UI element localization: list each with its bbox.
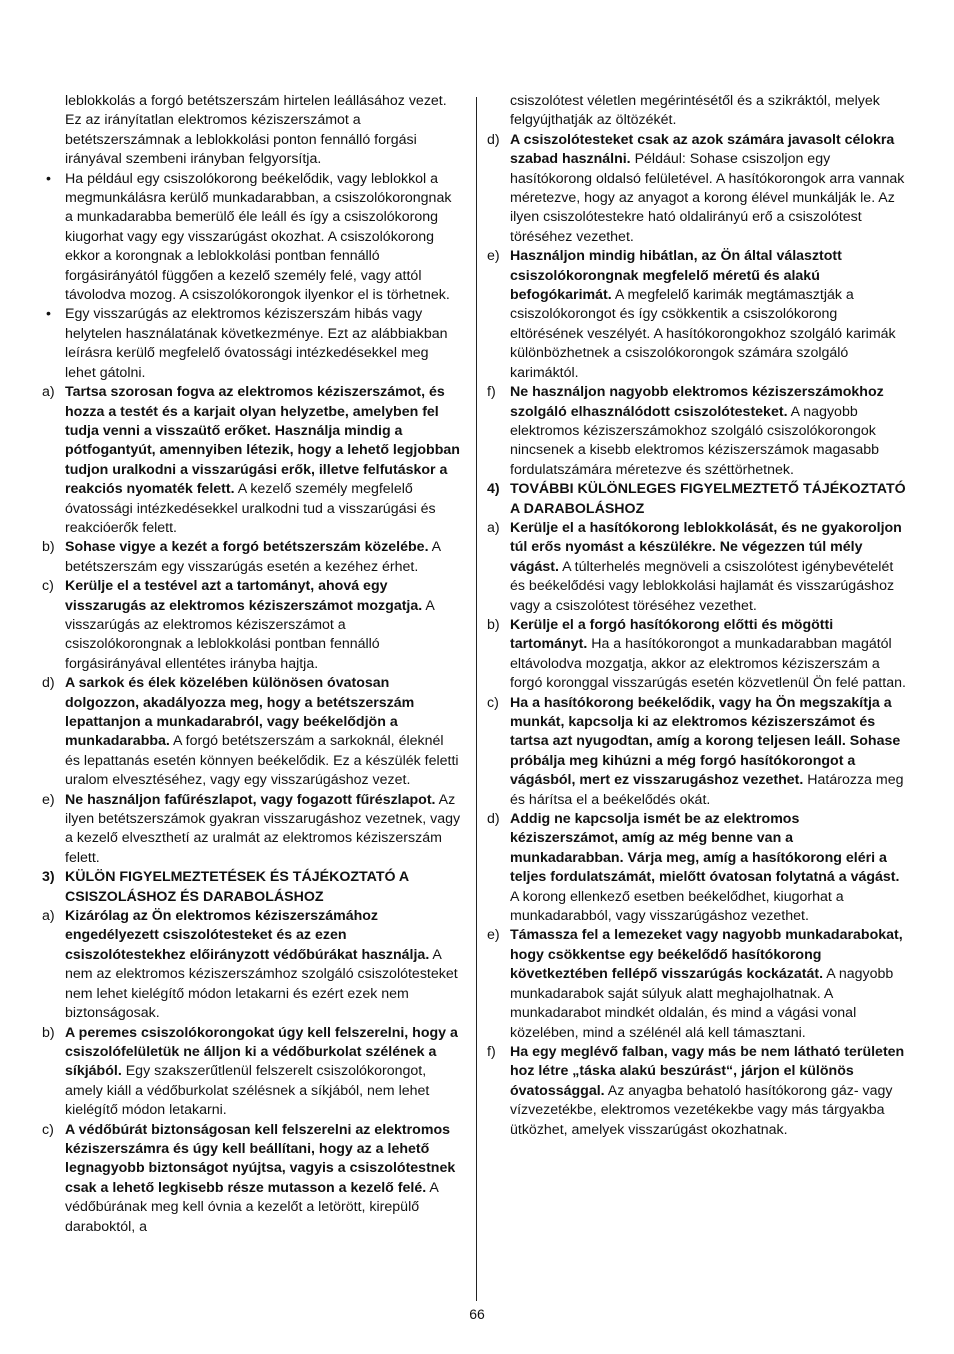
column-divider — [476, 97, 477, 1301]
item-marker: e) — [487, 248, 500, 265]
item-bold-text: A csiszolótesteket csak az azok számára javasolt célokra szabad használni. — [510, 131, 895, 168]
item-marker: c) — [42, 1121, 54, 1138]
item-marker: a) — [42, 384, 55, 401]
bullet-marker: • — [46, 306, 51, 323]
item-text: A nagyobb munkadarabok saját súlyuk alatt meghajolhatnak. A munkadarabot mindkét oldalán, és mind a vágási vonal közelében, mind a szélénél alá kell támasztani. — [510, 966, 894, 1041]
section-title: KÜLÖN FIGYELMEZTETÉSEK ÉS TÁJÉKOZTATÓ A CSISZOLÁSHOZ ÉS DARABOLÁSHOZ — [65, 869, 409, 905]
item-bold-text: Ha egy meglévő falban, vagy más be nem látható területen hoz létre „táska alakú beszúrást“, járjon el különös óvatossággal. — [510, 1043, 905, 1099]
item-bold-text: Kerülje el a testével azt a tartományt, ahová egy visszarugás az elektromos kéziszerszámot mozgatja. — [65, 578, 423, 614]
item-bold-text: Ne használjon nagyobb elektromos kéziszerszámokhoz szolgáló elhasználódott csiszolótesteket. — [510, 384, 884, 420]
bullet-text: Ha például egy csiszolókorong beékelődik, vagy leblokkol a megmunkálásra kerülő munkadarabban, a csiszolókorongnak a munkadarabba bemerülő éle leáll és így a csiszolókorong kiugorhat vagy egy visszarúgást okozhat. A csiszolókorong ekkor a korongnak a leblokkolási pontban fennálló forgásirányától függően a kezelő személy felé, vagy attól távolodva mozog. A csiszolókorongok ilyenkor el is törhetnek. — [65, 170, 452, 304]
continuation-paragraph: csiszolótest véletlen megérintésétől és a szikráktól, melyek felgyújthatják az öltözékét. — [510, 93, 880, 129]
bullet-text: Egy visszarúgás az elektromos kéziszerszám hibás vagy helytelen használatának következménye. Ezt az alábbiakban leírásra kerülő megfelelő óvatossági intézkedésekkel meg lehet gátolni. — [65, 306, 448, 381]
item-marker: f) — [487, 1043, 496, 1060]
item-marker: a) — [42, 908, 55, 925]
item-text: Az anyagba behatoló hasítókorong gáz- vagy vízvezetékbe, elektromos vezetékekbe vagy más tárgyakba ütközhet, amelyek visszarúgást okozhatnak. — [510, 1082, 893, 1138]
item-marker: d) — [487, 131, 500, 148]
item-text: A nagyobb elektromos kéziszerszámokhoz szolgáló csiszolókorongok nincsenek a kisebb elektromos kéziszerszámok magasabb fordulatszámára méretezve és széttörhetnek. — [510, 403, 880, 478]
bullet-item — [42, 170, 462, 306]
item-text: A korong ellenkező esetben beékelődhet, kiugorhat a munkadarabból, vagy visszarúgáshoz vezethet. — [510, 888, 844, 925]
item-bold-text: Addig ne kapcsolja ismét be az elektromos kéziszerszámot, amíg az még benne van a munkadarabban. Várja meg, amíg a hasítókorong eléri a teljes fordulatszámát, mielőtt óvatosan folytatná a vágást. — [510, 811, 900, 886]
item-marker: c) — [487, 694, 499, 711]
left-column — [42, 92, 462, 1237]
item-bold-text: Kerülje el a hasítókorong leblokkolását, és ne gyakoroljon túl erős nyomást a készülékre. Ne végezzen túl mély vágást. — [510, 519, 902, 575]
item-text: A túlterhelés megnöveli a csiszolótest igénybevételét és beékelődési vagy leblokkolási hajlamát és visszarúgáshoz vagy a csiszolótest töréséhez vezethet. — [510, 558, 895, 614]
item-bold-text: A védőbúrát biztonságosan kell felszerelni az elektromos kéziszerszámra és úgy kell beállítani, hogy az a lehető legnagyobb biztonságot nyújtsa, vagyis a csiszolótestnek csak a lehető legkisebb része mutasson a kezelő felé. — [65, 1121, 456, 1196]
item-bold-text: Tartsa szorosan fogva az elektromos kéziszerszámot, és hozza a testét és a karjait olyan helyzetbe, amelyben fel tudja venni a visszaütő erőket. Használja mindig a pótfogantyút, amennyiben létezik, hogy a lehető legjobban tudjon uralkodni a visszarúgási erők, illetve felfutáskor a reakciós nyomaték felett. — [65, 384, 460, 498]
item-marker: d) — [42, 675, 55, 692]
list-item — [487, 519, 909, 616]
right-column — [487, 92, 909, 1140]
section-heading — [42, 868, 462, 907]
item-text: Ha a hasítókorongot a munkadarabban magától eltávolodva mozgatja, akkor az elektromos kéziszerszám a forgó koronggal visszarúgás esetén közvetlenül Ön felé pattan. — [510, 636, 906, 692]
section-number: 3) — [42, 869, 55, 886]
item-text: A nem az elektromos kéziszerszámhoz szolgáló csiszolótesteket nem lehet kielégítő módon letakarni és ezért ezek nem biztonságosak. — [65, 946, 458, 1022]
item-marker: b) — [487, 616, 500, 633]
item-text: A védőbúrának meg kell óvnia a kezelőt a letörött, kirepülő daraboktól, a — [65, 1179, 439, 1235]
item-marker: e) — [42, 791, 55, 808]
section-number: 4) — [487, 481, 500, 498]
item-text: Egy szakszerűtlenül felszerelt csiszolókorongot, amely kiáll a védőburkolat szélésnek a síkjából, nem lehet kielégítő módon letakarni. — [65, 1063, 430, 1119]
item-text: Például: Sohase csiszoljon egy hasítókorong oldalsó felületével. A hasítókorongok arra vannak méretezve, hogy az anyagot a korong élével munkálják le. Az ilyen csiszolótestekre ható oldalirányú erő a csiszolótest töréséhez vezethet. — [510, 151, 905, 245]
item-bold-text: A sarkok és élek közelében különösen óvatosan dolgozzon, akadályozza meg, hogy a betétszerszám lepattanjon a munkadarabról, vagy beékelődjön a munkadarabba. — [65, 675, 415, 750]
item-bold-text: Kizárólag az Ön elektromos kéziszerszámához engedélyezett csiszolótesteket és az ezen csiszolótestekhez előirányzott védőbúrákat használja. — [65, 908, 430, 963]
list-item — [42, 577, 462, 674]
item-marker: c) — [42, 578, 54, 595]
item-bold-text: Ne használjon fafűrészlapot, vagy fogazott fűrészlapot. — [65, 791, 436, 808]
item-text: Az ilyen betétszerszámok gyakran visszarugáshoz vezetnek, vagy a kezelő elveszthetí az uralmát az elektromos kéziszerszám felett. — [65, 791, 461, 866]
list-item — [42, 1024, 462, 1121]
item-bold-text: Használjon mindig hibátlan, az Ön által választott csiszolókorongnak megfelelő méretű és alakú befogókarimát. — [510, 248, 842, 304]
item-text: A visszarúgás az elektromos kéziszerszámot a csiszolókorongnak a leblokkolási pontban fennálló forgásirányával ellentétes irányba hajtja. — [65, 597, 435, 672]
list-item — [487, 247, 909, 383]
item-text: Határozza meg és hárítsa el a beékelődés okát. — [510, 772, 904, 808]
list-item — [487, 694, 909, 810]
list-item — [487, 926, 909, 1042]
item-marker: a) — [487, 519, 500, 536]
list-item — [42, 907, 462, 1023]
list-item — [42, 791, 462, 869]
item-text: A megfelelő karimák megtámasztják a csiszolókorongot és így csökkentik a csiszolókorong eltörésének veszélyét. A hasítókorongokhoz szolgáló karimák különbözhetnek a csiszolókorongok számára szolgáló karimáktól. — [510, 287, 896, 381]
item-bold-text: Sohase vigye a kezét a forgó betétszerszám közelébe. — [65, 539, 429, 556]
section-heading — [487, 480, 909, 519]
list-item — [487, 616, 909, 694]
page-number: 66 — [469, 1306, 485, 1322]
list-item — [487, 131, 909, 247]
item-text: A forgó betétszerszám a sarkoknál, éleknél és lepattanás esetén könnyen beékelődik. Ez a készülék feletti uralom elvesztéséhez, vagy egy visszarúgáshoz vezet. — [65, 733, 459, 789]
bullet-marker: • — [46, 170, 51, 187]
item-marker: b) — [42, 539, 55, 556]
item-bold-text: Ha a hasítókorong beékelődik, vagy ha Ön megszakítja a munkát, kapcsolja ki az elektromos kéziszerszámot és tartsa azt nyugodtan, amíg a korong teljesen leáll. Sohase próbálja meg kihúzni a még forgó hasítókorongot a vágásból, mert ez visszarugáshoz vezethet. — [510, 694, 901, 789]
list-item — [487, 810, 909, 926]
item-marker: f) — [487, 384, 496, 401]
item-marker: d) — [487, 811, 500, 828]
item-text: A kezelő személy megfelelő óvatossági intézkedésekkel uralkodni tud a visszarúgási és reakcióerők felett. — [65, 481, 436, 536]
list-item — [42, 538, 462, 577]
list-item — [42, 1121, 462, 1237]
section-title: TOVÁBBI KÜLÖNLEGES FIGYELMEZTETŐ TÁJÉKOZTATÓ A DARABOLÁSHOZ — [510, 481, 906, 517]
bullet-item — [42, 305, 462, 383]
list-item — [487, 1043, 909, 1140]
item-bold-text: Kerülje el a forgó hasítókorong előtti és mögötti tartományt. — [510, 616, 834, 653]
item-marker: b) — [42, 1024, 55, 1041]
intro-paragraph: leblokkolás a forgó betétszerszám hirtelen leállásához vezet. Ez az irányítatlan elektromos kéziszerszámot a betétszerszámnak a leblokkolási ponton fennálló forgási irányával szembeni irányban felgyorsítja. — [65, 93, 447, 168]
item-text: A betétszerszám egy visszarúgás esetén a kezéhez érhet. — [65, 539, 441, 575]
list-item — [42, 383, 462, 538]
item-bold-text: A peremes csiszolókorongokat úgy kell felszerelni, hogy a csiszolófelületük ne álljon ki a védőburkolat szélének a síkjából. — [65, 1024, 458, 1080]
item-bold-text: Támassza fel a lemezeket vagy nagyobb munkadarabokat, hogy csökkentse egy beékelődő hasítókorong következtében fellépő visszarúgás kockázatát. — [510, 927, 903, 983]
item-marker: e) — [487, 927, 500, 944]
list-item — [487, 383, 909, 480]
list-item — [42, 674, 462, 790]
